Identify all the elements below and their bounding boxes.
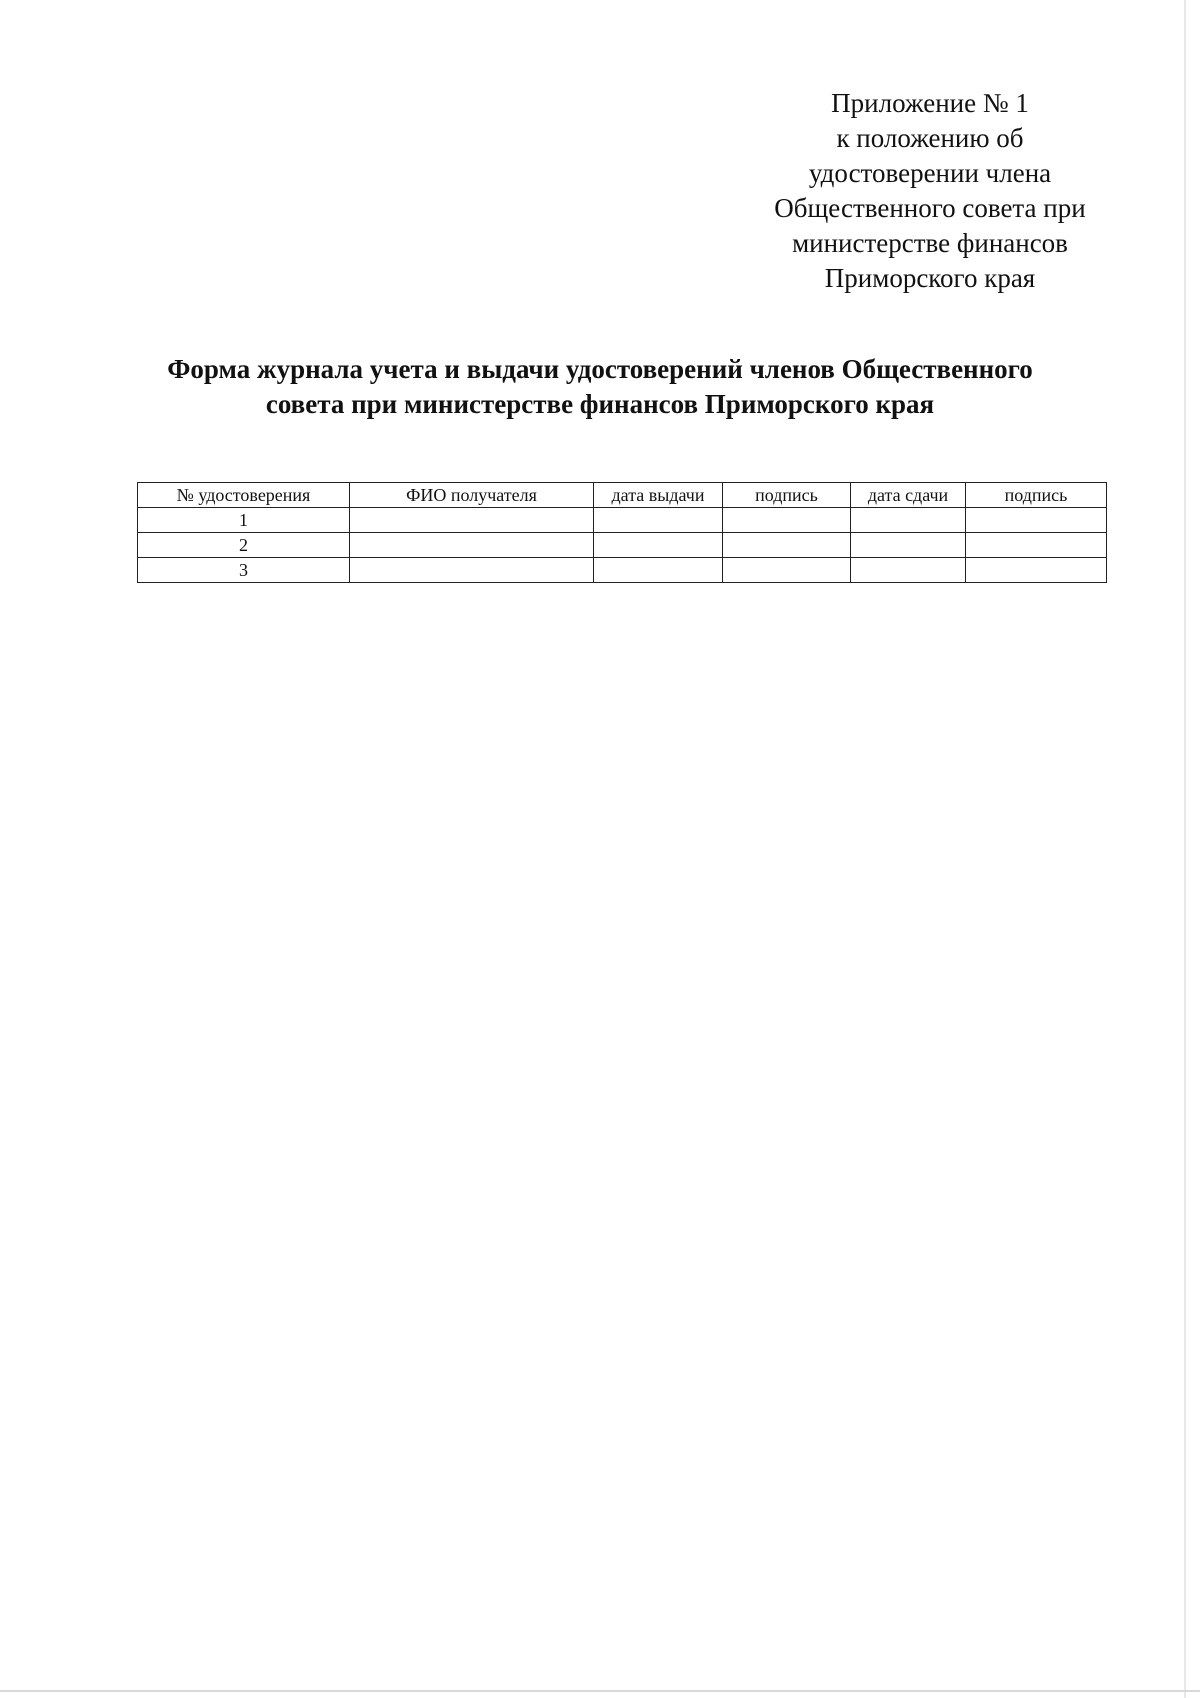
table-cell [350,558,594,583]
document-title [120,352,1080,422]
appendix-note [740,86,1120,296]
table-cell [594,533,723,558]
table-cell [966,558,1107,583]
column-header-signature: подпись [723,483,851,508]
table-cell [723,508,851,533]
scan-edge-right [1184,0,1186,1698]
appendix-line: Приложение № 1 [831,88,1029,118]
table-row [138,508,1107,533]
title-line-1: Форма журнала учета и выдачи удостоверений членов Общественного [167,354,1033,384]
table-cell [966,533,1107,558]
appendix-line: Приморского края [824,263,1036,293]
table-cell [350,508,594,533]
table-cell [594,558,723,583]
column-header-issue-date: дата выдачи [594,483,723,508]
table-cell: 2 [138,533,350,558]
table-cell [851,508,966,533]
table-cell [350,533,594,558]
journal-table [137,482,1107,583]
table-cell: 3 [138,558,350,583]
table-header-row [138,483,1107,508]
table-cell [851,533,966,558]
appendix-line: министерстве финансов [792,228,1068,258]
table-cell [723,558,851,583]
column-header-recipient-name: ФИО получателя [350,483,594,508]
appendix-line: удостоверении члена [808,158,1052,188]
table-cell: 1 [138,508,350,533]
table-cell [594,508,723,533]
table-row [138,533,1107,558]
table-row [138,558,1107,583]
table-cell [966,508,1107,533]
column-header-signature-return: подпись [966,483,1107,508]
scan-edge-bottom [0,1690,1200,1692]
appendix-line: Общественного совета при [774,193,1086,223]
appendix-line: к положению об [836,123,1024,153]
table-cell [723,533,851,558]
title-line-2: совета при министерстве финансов Приморского края [265,389,935,419]
table-cell [851,558,966,583]
column-header-return-date: дата сдачи [851,483,966,508]
column-header-certificate-number: № удостоверения [138,483,350,508]
